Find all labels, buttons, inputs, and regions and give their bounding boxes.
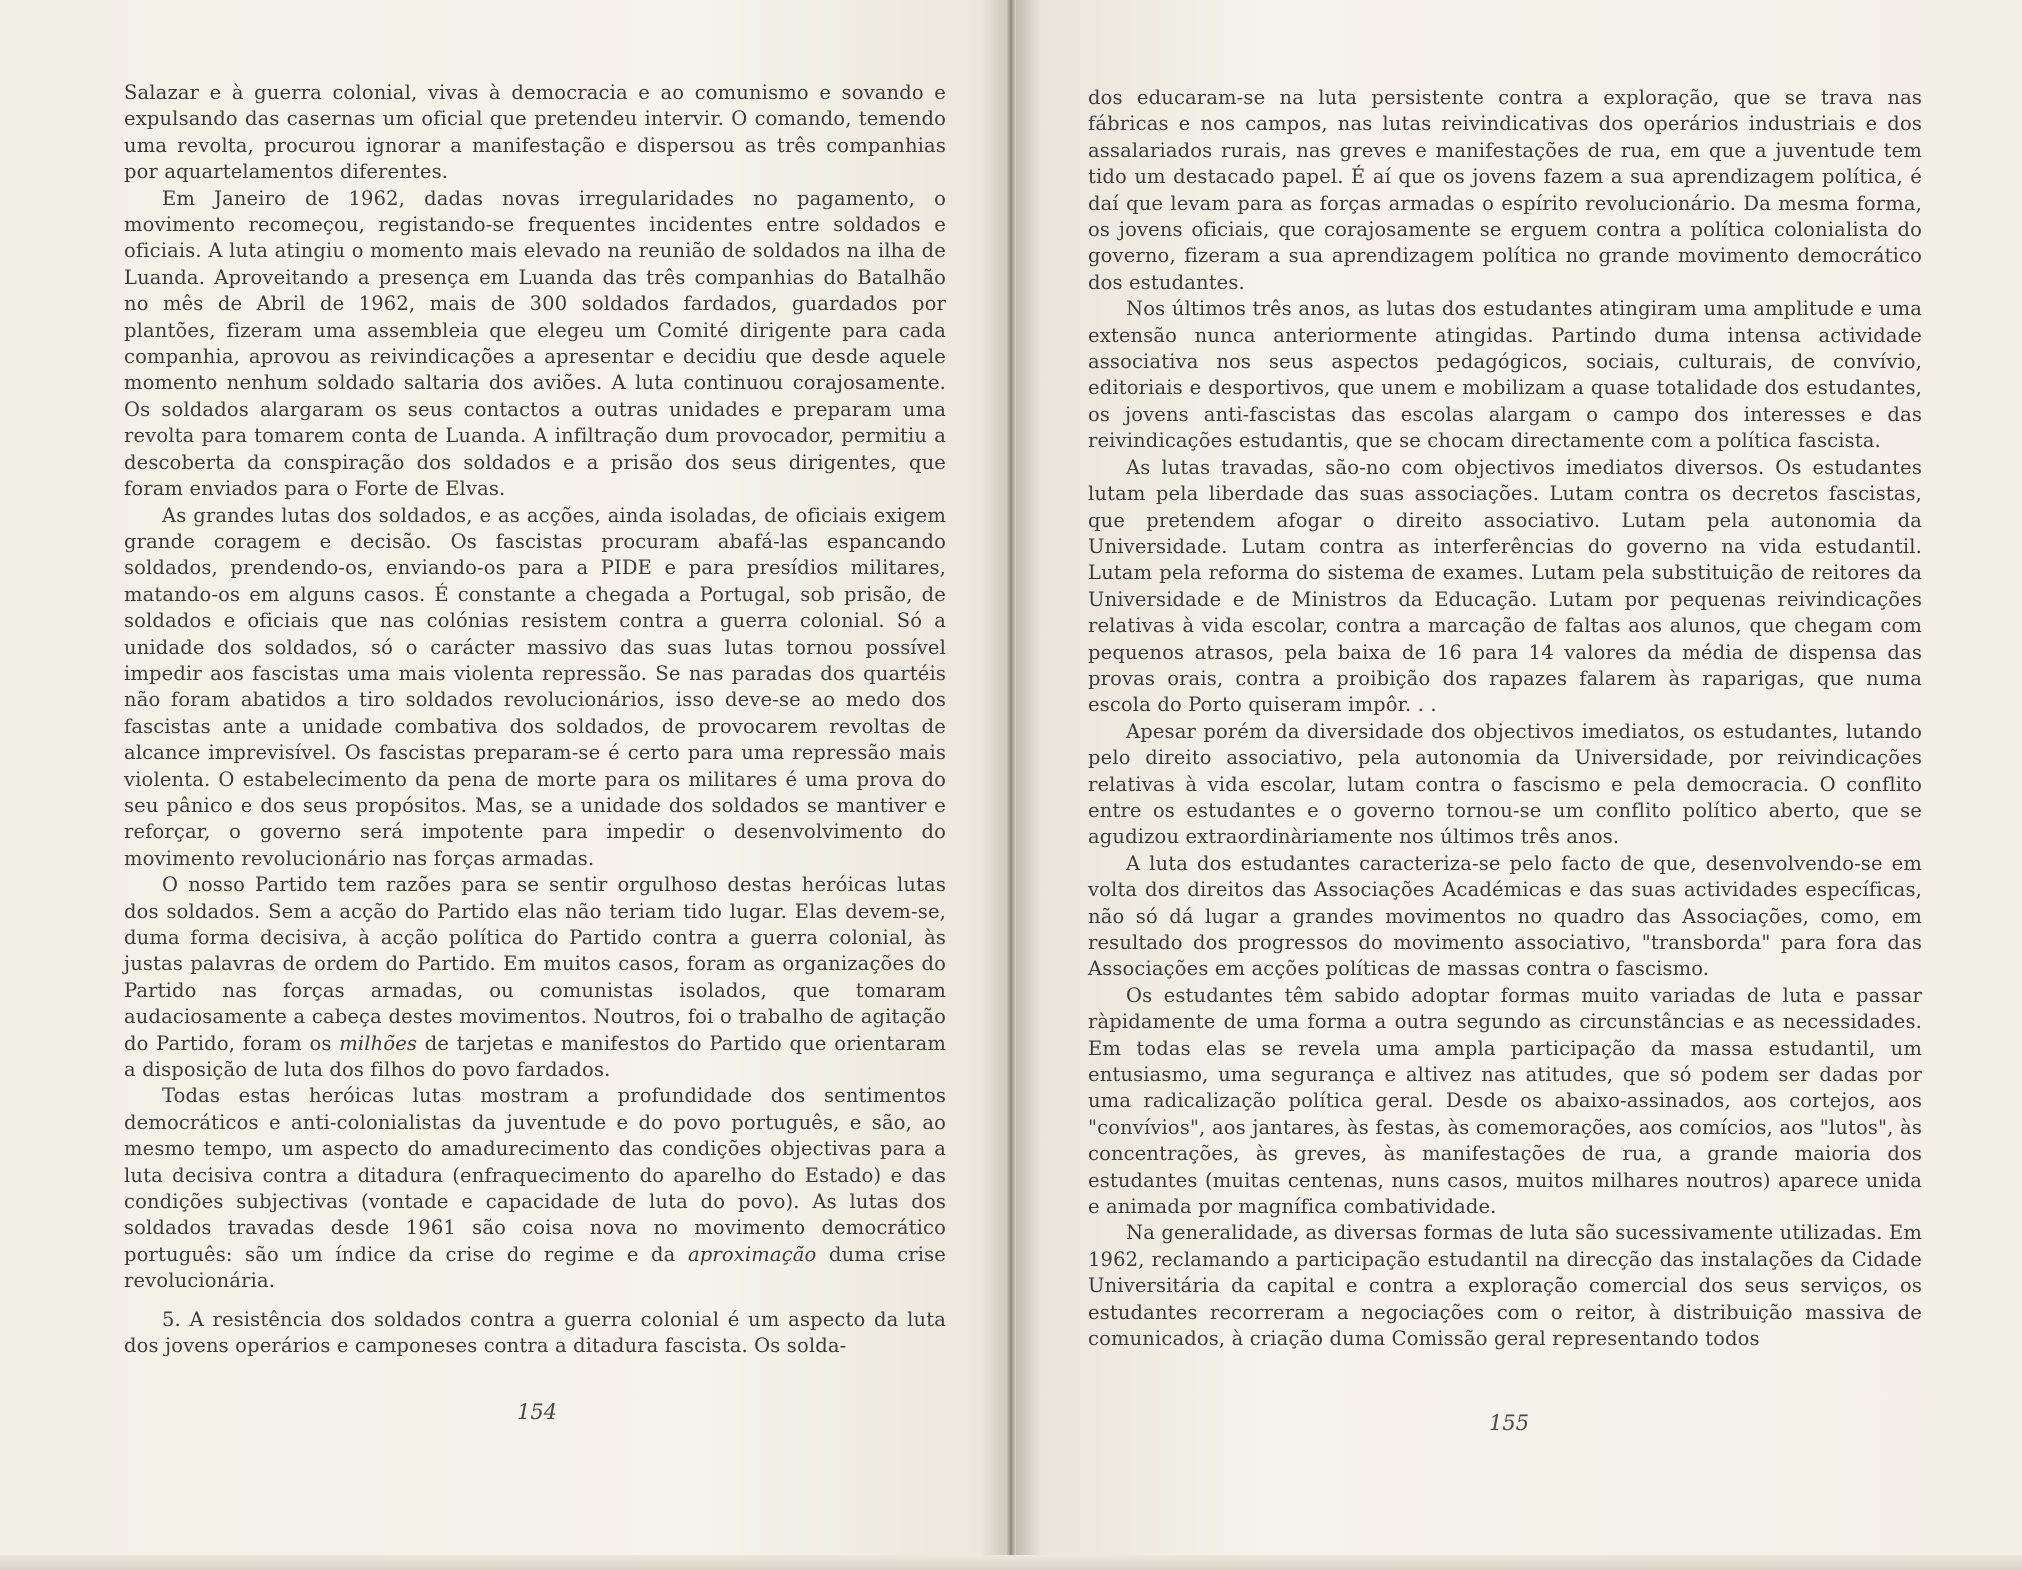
paragraph-text: duma crise revolucionária. [124,1242,946,1293]
right-page-text [1088,85,1922,1353]
paragraph: Apesar porém da diversidade dos objectivos imediatos, os estudantes, lutando pelo direito associativo, pela autonomia da Universidade, por reivindicações relativas à vida escolar, lutam contra o fascismo e pela democracia. O conflito entre os estudantes e o governo tornou-se um conflito político aberto, que se agudizou extraordinàriamente nos últimos três anos. [1088,719,1922,849]
page-number: 155 [1489,1411,1530,1435]
right-page [1011,0,2022,1569]
paragraph [124,1083,946,1294]
paragraph: As grandes lutas dos soldados, e as acções, ainda isoladas, de oficiais exigem grande coragem e decisão. Os fascistas procuram abafá-las espancando soldados, prendendo-os, enviando-os para a PIDE e para presídios militares, matando-os em alguns casos. É constante a chegada a Portugal, sob prisão, de soldados e oficiais que nas colónias resistem contra a guerra colonial. Só a unidade dos soldados, só o carácter massivo das suas lutas tornou possível impedir aos fascistas uma mais violenta repressão. Se nas paradas dos quartéis não foram abatidos a tiro soldados revolucionários, isso deve-se ao medo dos fascistas ante a unidade combativa dos soldados, de provocarem revoltas de alcance imprevisível. Os fascistas preparam-se é certo para uma repressão mais violenta. O estabelecimento da pena de morte para os militares é uma prova do seu pânico e dos seus propósitos. Mas, se a unidade dos soldados se mantiver e reforçar, o governo será impotente para impedir o desenvolvimento do movimento revolucionário nas forças armadas. [124,503,946,870]
paragraph-text: Todas estas heróicas lutas mostram a profundidade dos sentimentos democráticos e anti-colonialistas da juventude e do povo português, e são, ao mesmo tempo, um aspecto do amadurecimento das condições objectivas para a luta decisiva contra a ditadura (enfraquecimento do aparelho do Estado) e das condições subjectivas (vontade e capacidade de luta do povo). As lutas dos soldados travadas desde 1961 são coisa nova no movimento democrático português: são um índice da crise do regime e da [124,1084,946,1266]
paragraph-text: O nosso Partido tem razões para se sentir orgulhoso destas heróicas lutas dos soldados. Sem a acção do Partido elas não teriam tido lugar. Elas devem-se, duma forma decisiva, à acção política do Partido contra a guerra colonial, às justas palavras de ordem do Partido. Em muitos casos, foram as organizações do Partido nas forças armadas, ou comunistas isolados, que tomaram audaciosamente a cabeça destes movimentos. Noutros, foi o trabalho de agitação do Partido, foram os [124,873,946,1055]
book-gutter [1006,0,1016,1569]
paragraph: dos educaram-se na luta persistente contra a exploração, que se trava nas fábricas e nos campos, nas lutas reivindicativas dos operários industriais e dos assalariados rurais, nas greves e manifestações de rua, em que a juventude tem tido um destacado papel. É aí que os jovens fazem a sua aprendizagem política, é daí que levam para as forças armadas o espírito revolucionário. Da mesma forma, os jovens oficiais, que corajosamente se erguem contra a política colonialista do governo, fizeram a sua aprendizagem política no grande movimento democrático dos estudantes. [1088,86,1922,294]
paragraph: Salazar e à guerra colonial, vivas à democracia e ao comunismo e sovando e expulsando das casernas um oficial que pretendeu intervir. O comando, temendo uma revolta, procurou ignorar a manifestação e dispersou as três companhias por aquartelamentos diferentes. [124,81,946,184]
paragraph: 5. A resistência dos soldados contra a guerra colonial é um aspecto da luta dos jovens operários e camponeses contra a ditadura fascista. Os solda- [124,1307,946,1358]
paragraph [124,872,946,1083]
paragraph: As lutas travadas, são-no com objectivos imediatos diversos. Os estudantes lutam pela liberdade das suas associações. Lutam contra os decretos fascistas, que pretendem afogar o direito associativo. Lutam pela autonomia da Universidade. Lutam contra as interferências do governo na vida estudantil. Lutam pela reforma do sistema de exames. Lutam pela substituição de reitores da Universidade e de Ministros da Educação. Lutam por pequenas reivindicações relativas à vida escolar, contra a marcação de faltas aos alunos, que chegam com pequenos atrasos, pela baixa de 16 para 14 valores da média de dispensa das provas orais, contra a proibição dos rapazes falarem às raparigas, que numa escola do Porto quiseram impôr. . . [1088,455,1922,717]
left-page-text [124,80,946,1360]
paragraph: A luta dos estudantes caracteriza-se pelo facto de que, desenvolvendo-se em volta dos direitos das Associações Académicas e das suas actividades específicas, não só dá lugar a grandes movimentos no quadro das Associações, como, em resultado dos progressos do movimento associativo, "transborda" para fora das Associações em acções políticas de massas contra o fascismo. [1088,851,1922,981]
paragraph: Nos últimos três anos, as lutas dos estudantes atingiram uma amplitude e uma extensão nunca anteriormente atingidas. Partindo duma intensa actividade associativa nos seus aspectos pedagógicos, sociais, culturais, de convívio, editoriais e desportivos, que unem e mobilizam a quase totalidade dos estudantes, os jovens anti-fascistas das escolas alargam o campo dos interesses e das reivindicações estudantis, que se chocam directamente com a política fascista. [1088,297,1922,453]
emphasis-text: aproximação [687,1242,817,1266]
page-bottom-edge [0,1555,2022,1569]
paragraph: Na generalidade, as diversas formas de luta são sucessivamente utilizadas. Em 1962, reclamando a participação estudantil na direcção das instalações da Cidade Universitária da capital e contra a exploração comercial dos seus serviços, os estudantes recorreram a negociações com o reitor, à distribuição massiva de comunicados, à criação duma Comissão geral representando todos [1088,1221,1922,1351]
emphasis-text: milhões [339,1031,418,1055]
paragraph: Em Janeiro de 1962, dadas novas irregularidades no pagamento, o movimento recomeçou, registando-se frequentes incidentes entre soldados e oficiais. A luta atingiu o momento mais elevado na reunião de soldados na ilha de Luanda. Aproveitando a presença em Luanda das três companhias do Batalhão no mês de Abril de 1962, mais de 300 soldados fardados, guardados por plantões, fizeram uma assembleia que elegeu um Comité dirigente para cada companhia, aprovou as reivindicações a apresentar e decidiu que desde aquele momento nenhum soldado saltaria dos aviões. A luta continuou corajosamente. Os soldados alargaram os seus contactos a outras unidades e preparam uma revolta para tomarem conta de Luanda. A infiltração dum provocador, permitiu a descoberta da conspiração dos soldados e a prisão dos seus dirigentes, que foram enviados para o Forte de Elvas. [124,186,946,501]
page-number: 154 [517,1400,558,1424]
paragraph: Os estudantes têm sabido adoptar formas muito variadas de luta e passar ràpidamente de uma forma a outra segundo as circunstâncias e as necessidades. Em todas elas se revela uma ampla participação da massa estudantil, um entusiasmo, uma segurança e altivez nas atitudes, que só podem ser dadas por uma radicalização política geral. Desde os abaixo-assinados, aos cortejos, aos "convívios", aos jantares, às festas, às comemorações, aos comícios, aos "lutos", às concentrações, às greves, às manifestações de rua, a grande maioria dos estudantes (muitas centenas, nuns casos, muitos milhares noutros) aparece unida e animada por magnífica combatividade. [1088,983,1922,1219]
paragraph-text: de tarjetas e manifestos do Partido que orientaram a disposição de luta dos filhos do povo fardados. [124,1031,946,1082]
